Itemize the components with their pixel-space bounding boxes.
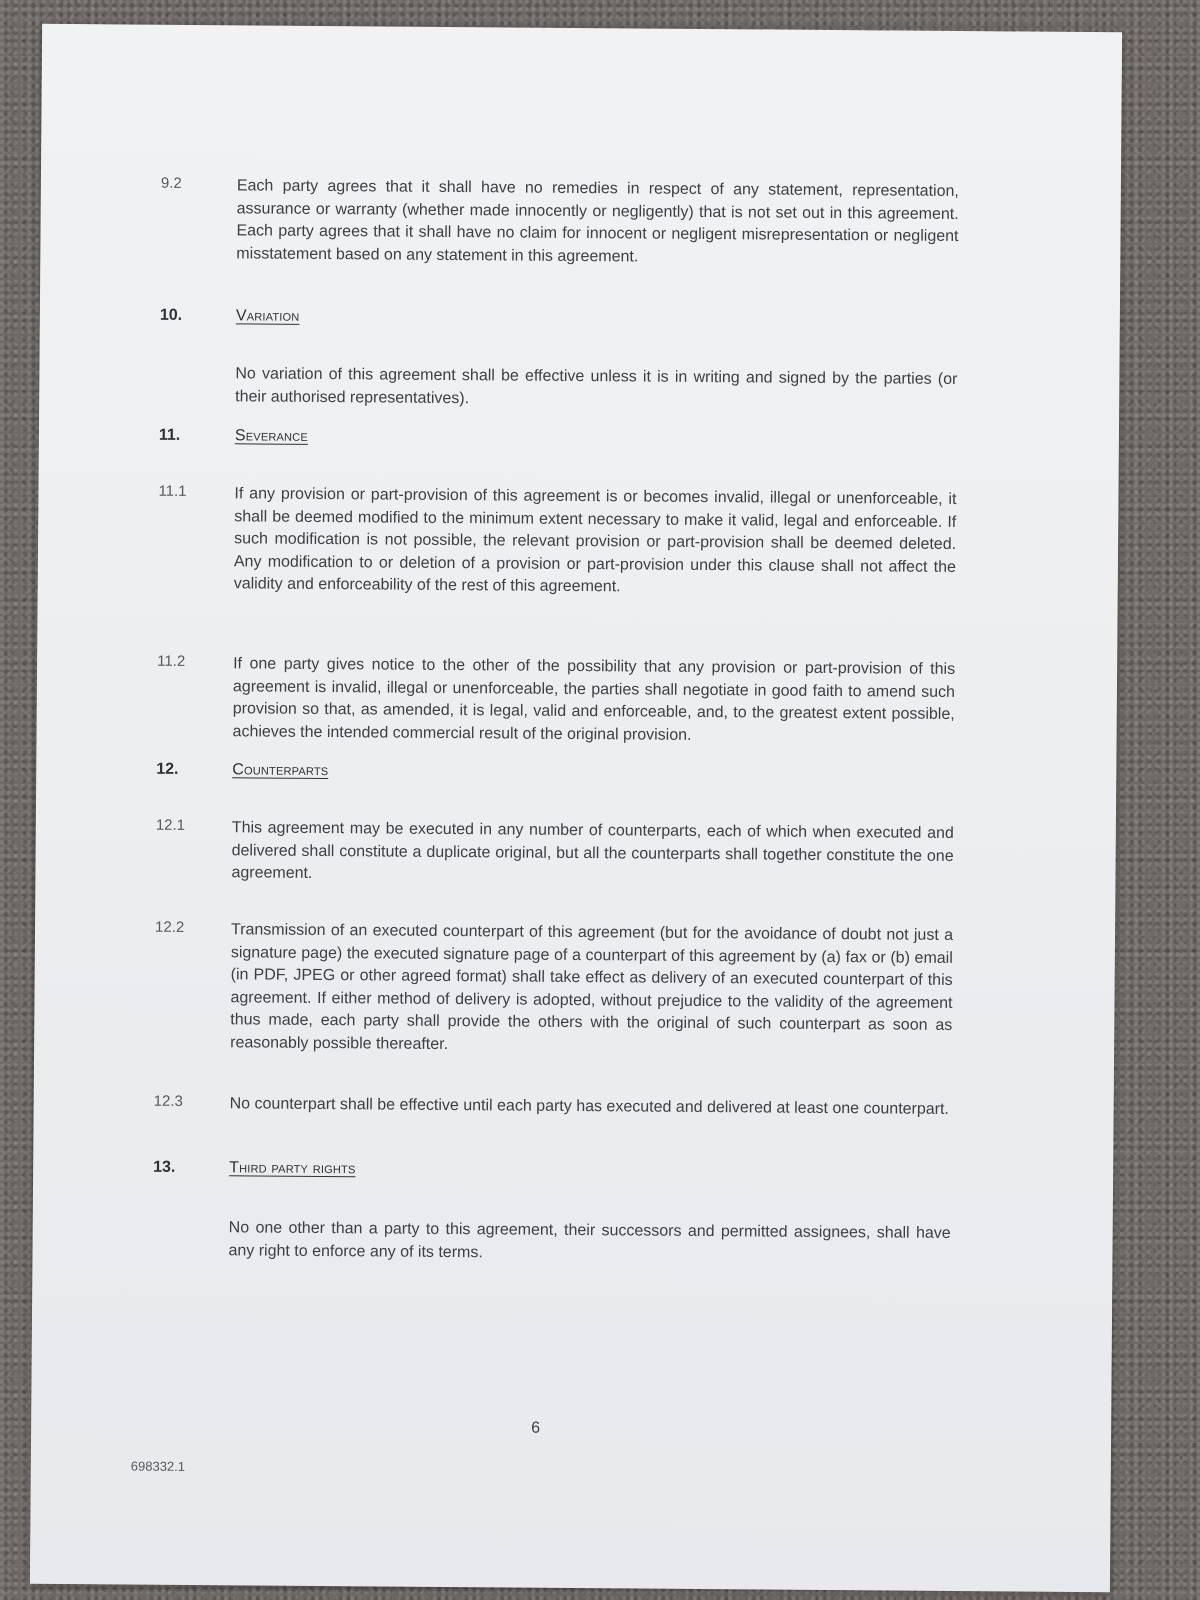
clause-10-body <box>39 362 1119 407</box>
clause-text: Transmission of an executed counterpart of this agreement (but for the avoidance of doubt not just a signature page) the executed signature page of a counterpart of this agreement by (a) fax or (b) email (in PDF, JPEG or other agreed format) shall take effect as delivery of an executed counterpart of this agreement. If either method of delivery is adopted, without prejudice to the validity of the agreement thus made, each party shall provide the others with the original of such counterpart as soon as reasonably possible thereafter. <box>230 921 954 1053</box>
clause-12-1 <box>36 816 1116 882</box>
clause-number: 12.3 <box>153 1092 183 1110</box>
clause-number: 12.2 <box>154 918 185 936</box>
clause-12-2 <box>35 918 1115 1053</box>
clause-number: 12.1 <box>155 816 186 834</box>
clause-10-heading <box>40 306 1120 325</box>
clause-number: 11.1 <box>158 482 187 500</box>
clause-number: 13. <box>153 1158 176 1176</box>
clause-number: 12. <box>156 760 179 778</box>
clause-9-2 <box>41 174 1121 265</box>
clause-text: If one party gives notice to the other of the possibility that any provision or part-provision of this agreement is invalid, illegal or unenforceable, the parties shall negotiate in good faith to amend such provision so that, as amended, it is legal, valid and enforceable, and, to the greatest extent possible, achieves the intended commercial result of the original provision. <box>232 655 956 744</box>
clause-13-heading <box>33 1158 1113 1178</box>
document-reference: 698332.1 <box>130 1458 186 1474</box>
clause-11-2 <box>37 652 1117 744</box>
clause-heading: Counterparts <box>232 761 329 780</box>
clause-text: No one other than a party to this agreement, their successors and permitted assignees, shall have any right to enforce any of its terms. <box>228 1219 951 1261</box>
clause-12-3 <box>34 1092 1114 1118</box>
clause-text: No counterpart shall be effective until each party has executed and delivered at least one counterpart. <box>229 1095 949 1118</box>
clause-text: No variation of this agreement shall be effective unless it is in writing and signed by the parties (or their authorised representatives). <box>235 365 958 407</box>
clause-text: This agreement may be executed in any number of counterparts, each of which when executed and delivered shall constitute a duplicate original, but all the counterparts shall together constitute the one agreement. <box>231 819 954 882</box>
document-page <box>30 24 1122 1592</box>
clause-number: 11.2 <box>157 652 186 670</box>
clause-11-heading <box>39 426 1119 445</box>
page-number: 6 <box>531 1419 541 1437</box>
clause-number: 9.2 <box>160 174 182 192</box>
clause-text: If any provision or part-provision of this agreement is or becomes invalid, illegal or unenforceable, it shall be deemed modified to the minimum extent necessary to make it valid, legal and enforceable. If such modification is not possible, the relevant provision or part-provision shall be deemed deleted. Any modification to or deletion of a provision or part-provision under this clause shall not affect the validity and enforceability of the rest of this agreement. <box>233 485 957 596</box>
clause-number: 11. <box>158 426 181 444</box>
clause-heading: Third party rights <box>229 1159 356 1178</box>
clause-number: 10. <box>159 306 183 324</box>
clause-heading: Variation <box>235 307 300 325</box>
clause-12-heading <box>36 760 1116 780</box>
clause-heading: Severance <box>234 427 308 445</box>
clause-text: Each party agrees that it shall have no remedies in respect of any statement, representation, assurance or warranty (whether made innocently or negligently) that is not set out in this agreement. Each party agrees that it shall have no claim for innocent or negligent misrepresentation or negligent misstatement based on any statement in this agreement. <box>236 177 959 265</box>
clause-11-1 <box>39 482 1119 596</box>
clause-13-body <box>33 1216 1113 1261</box>
